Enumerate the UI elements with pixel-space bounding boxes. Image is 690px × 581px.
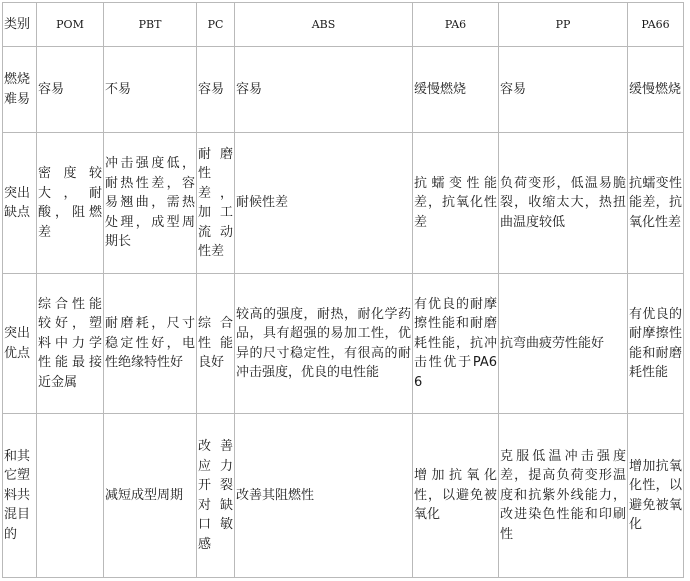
row-label-flammability: 燃烧难易 [3, 47, 37, 133]
header-abs: ABS [235, 3, 413, 47]
table-cell: 容易 [235, 47, 413, 133]
table-row-blending-purpose [3, 414, 684, 578]
header-pp: PP [499, 3, 628, 47]
table-cell: 容易 [37, 47, 104, 133]
table-cell: 增加抗氧化性，以避免被氧化 [413, 414, 499, 578]
header-pc: PC [197, 3, 235, 47]
table-cell: 综合性能良好 [197, 274, 235, 414]
table-cell: 冲击强度低，耐热性差，容易翘曲，需热处理，成型周期长 [104, 133, 197, 274]
table-cell: 减短成型周期 [104, 414, 197, 578]
header-category: 类别 [3, 3, 37, 47]
table-cell: 改善应力开裂对缺口敏感 [197, 414, 235, 578]
table-cell: 抗弯曲疲劳性能好 [499, 274, 628, 414]
table-cell: 抗蠕变性能差，抗氧化性差 [413, 133, 499, 274]
table-cell: 耐候性差 [235, 133, 413, 274]
plastics-comparison-table [2, 2, 684, 578]
table-cell: 增加抗氧化性，以避免被氧化 [628, 414, 684, 578]
table-cell: 综合性能较好，塑料中力学性能最接近金属 [37, 274, 104, 414]
header-pbt: PBT [104, 3, 197, 47]
row-label-blending-purpose: 和其它塑料共混目的 [3, 414, 37, 578]
row-label-weaknesses: 突出缺点 [3, 133, 37, 274]
table-row-weaknesses [3, 133, 684, 274]
table-row-flammability [3, 47, 684, 133]
table-cell: 较高的强度，耐热，耐化学药品，具有超强的易加工性，优异的尺寸稳定性，有很高的耐冲击强度，优良的电性能 [235, 274, 413, 414]
table-cell: 缓慢燃烧 [628, 47, 684, 133]
table-cell: 耐磨耗，尺寸稳定性好，电性绝缘特性好 [104, 274, 197, 414]
table-cell: 耐磨性差，加工流动性差 [197, 133, 235, 274]
table-cell: 容易 [197, 47, 235, 133]
header-pa66: PA66 [628, 3, 684, 47]
table-cell [37, 414, 104, 578]
table-cell: 缓慢燃烧 [413, 47, 499, 133]
table-cell: 有优良的耐摩擦性能和耐磨耗性能，抗冲击性优于PA66 [413, 274, 499, 414]
table-cell: 容易 [499, 47, 628, 133]
table-cell: 克服低温冲击强度差，提高负荷变形温度和抗紫外线能力，改进染色性能和印刷性 [499, 414, 628, 578]
header-row [3, 3, 684, 47]
header-pom: POM [37, 3, 104, 47]
row-label-strengths: 突出优点 [3, 274, 37, 414]
table-cell: 有优良的耐摩擦性能和耐磨耗性能 [628, 274, 684, 414]
table-cell: 密度较大，耐酸，阻燃差 [37, 133, 104, 274]
header-pa6: PA6 [413, 3, 499, 47]
table-cell: 负荷变形，低温易脆裂，收缩太大，热扭曲温度较低 [499, 133, 628, 274]
table-row-strengths [3, 274, 684, 414]
table-cell: 抗蠕变性能差，抗氧化性差 [628, 133, 684, 274]
table-cell: 不易 [104, 47, 197, 133]
table-cell: 改善其阻燃性 [235, 414, 413, 578]
